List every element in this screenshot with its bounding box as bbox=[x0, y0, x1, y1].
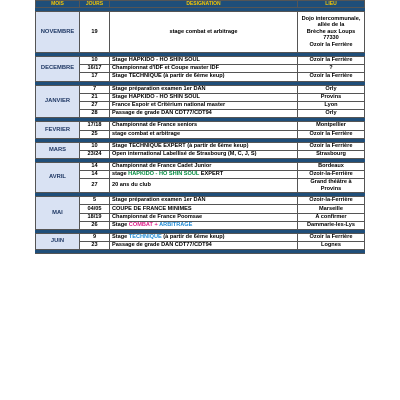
day-cell: 28 bbox=[80, 110, 110, 118]
table-row bbox=[36, 110, 365, 118]
table-row bbox=[36, 213, 365, 221]
day-cell: 26 bbox=[80, 221, 110, 229]
place-cell: Montpellier bbox=[298, 122, 365, 130]
place-cell: Orly bbox=[298, 110, 365, 118]
event-cell: Championnat d'IDF et Coupe master IDF bbox=[110, 65, 298, 73]
day-cell: 23/24 bbox=[80, 150, 110, 158]
table-row bbox=[36, 85, 365, 93]
event-cell: COUPE DE FRANCE MINIMES bbox=[110, 205, 298, 213]
place-cell: Orly bbox=[298, 85, 365, 93]
table-row bbox=[36, 179, 365, 193]
event-highlight: COMBAT bbox=[128, 221, 153, 228]
place-cell: Ozoir la Ferrière bbox=[298, 57, 365, 65]
day-cell: 27 bbox=[80, 179, 110, 193]
event-highlight: HAPKIDO - HO SHIN SOUL bbox=[128, 171, 200, 178]
place-cell: Bordeaux bbox=[298, 163, 365, 171]
event-highlight: ARBITRAGE bbox=[159, 221, 193, 228]
table-row bbox=[36, 130, 365, 138]
table-row bbox=[36, 242, 365, 250]
month-cell-janvier: JANVIER bbox=[36, 85, 80, 118]
event-cell: Stage préparation examen 1er DAN bbox=[110, 197, 298, 205]
event-cell bbox=[110, 234, 298, 242]
place-cell: Dammarie-les-Lys bbox=[298, 221, 365, 229]
day-cell: 14 bbox=[80, 163, 110, 171]
day-cell: 18/19 bbox=[80, 213, 110, 221]
event-cell: Open international Labellisé de Strasbourg (M, C, J, S) bbox=[110, 150, 298, 158]
place-cell bbox=[298, 12, 365, 53]
header-mois: MOIS bbox=[36, 1, 80, 8]
place-cell: Ozoir la Ferrière bbox=[298, 130, 365, 138]
event-cell: stage combat et arbitrage bbox=[110, 12, 298, 53]
place-line: Brèche aux Loups 77330 bbox=[306, 28, 356, 42]
day-cell: 21 bbox=[80, 93, 110, 101]
place-cell: Marseille bbox=[298, 205, 365, 213]
event-text: Stage bbox=[112, 221, 129, 228]
event-cell: Championnat de France Poomsae bbox=[110, 213, 298, 221]
table-row bbox=[36, 57, 365, 65]
day-cell: 10 bbox=[80, 142, 110, 150]
event-cell: Passage de grade DAN CDT77/CDT94 bbox=[110, 110, 298, 118]
table-row bbox=[36, 142, 365, 150]
place-cell bbox=[298, 179, 365, 193]
month-cell-fevrier: FEVRIER bbox=[36, 122, 80, 138]
place-cell: Ozoir la Ferrière bbox=[298, 234, 365, 242]
day-cell: 9 bbox=[80, 234, 110, 242]
day-cell: 25 bbox=[80, 130, 110, 138]
place-line: Ozoir la Ferrière bbox=[309, 41, 353, 48]
day-cell: 17 bbox=[80, 73, 110, 81]
table-row bbox=[36, 171, 365, 179]
table-row bbox=[36, 163, 365, 171]
place-cell: Ozoir-la-Ferrière bbox=[298, 171, 365, 179]
day-cell: 27 bbox=[80, 101, 110, 109]
table-row bbox=[36, 65, 365, 73]
day-cell: 14 bbox=[80, 171, 110, 179]
event-cell bbox=[110, 221, 298, 229]
table-footer-bar bbox=[36, 250, 365, 254]
table-row bbox=[36, 234, 365, 242]
place-cell: Ozoir la Ferrière bbox=[298, 73, 365, 81]
day-cell: 19 bbox=[80, 12, 110, 53]
event-cell: Championnat de France Cadet Junior bbox=[110, 163, 298, 171]
table-row bbox=[36, 73, 365, 81]
day-cell: 16/17 bbox=[80, 65, 110, 73]
schedule-table bbox=[35, 0, 365, 254]
table-row bbox=[36, 93, 365, 101]
event-text: (à partir de 6ème keup) bbox=[161, 234, 225, 241]
event-text: EXPERT bbox=[199, 171, 224, 178]
place-cell: A confirmer bbox=[298, 213, 365, 221]
table-row bbox=[36, 205, 365, 213]
month-cell-juin: JUIN bbox=[36, 234, 80, 250]
table-row bbox=[36, 122, 365, 130]
event-cell: Stage TECHNIQUE EXPERT (à partir de 6ème keup) bbox=[110, 142, 298, 150]
month-cell-decembre: DECEMBRE bbox=[36, 57, 80, 82]
day-cell: 17/18 bbox=[80, 122, 110, 130]
event-text: + bbox=[152, 221, 160, 228]
place-cell: Ozoir-la-Ferrière bbox=[298, 197, 365, 205]
event-cell bbox=[110, 171, 298, 179]
place-line: allée de la bbox=[317, 22, 345, 29]
month-cell-mai: MAI bbox=[36, 197, 80, 230]
place-line: Grand théâtre à bbox=[310, 179, 352, 186]
event-text: stage bbox=[112, 171, 129, 178]
day-cell: 7 bbox=[80, 85, 110, 93]
day-cell: 5 bbox=[80, 197, 110, 205]
place-cell: Provins bbox=[298, 93, 365, 101]
day-cell: 23 bbox=[80, 242, 110, 250]
event-cell: France Espoir et Critérium national master bbox=[110, 101, 298, 109]
place-cell: Lognes bbox=[298, 242, 365, 250]
header-lieu: LIEU bbox=[298, 1, 365, 8]
event-cell: Stage préparation examen 1er DAN bbox=[110, 85, 298, 93]
table-row bbox=[36, 150, 365, 158]
header-designation: DESIGNATION bbox=[110, 1, 298, 8]
month-cell-mars: MARS bbox=[36, 142, 80, 158]
table-row bbox=[36, 101, 365, 109]
month-cell-novembre: NOVEMBRE bbox=[36, 12, 80, 53]
place-cell: ? bbox=[298, 65, 365, 73]
place-cell: Ozoir la Ferrière bbox=[298, 142, 365, 150]
event-cell: 20 ans du club bbox=[110, 179, 298, 193]
day-cell: 04/05 bbox=[80, 205, 110, 213]
event-cell: Passage de grade DAN CDT77/CDT94 bbox=[110, 242, 298, 250]
event-cell: Championnat de France seniors bbox=[110, 122, 298, 130]
table-row bbox=[36, 12, 365, 53]
month-cell-avril: AVRIL bbox=[36, 163, 80, 193]
header-jours: JOURS bbox=[80, 1, 110, 8]
event-text: Stage bbox=[112, 234, 129, 241]
place-line: Provins bbox=[320, 185, 342, 192]
day-cell: 10 bbox=[80, 57, 110, 65]
table-row bbox=[36, 221, 365, 229]
header-row bbox=[36, 1, 365, 8]
place-line: Dojo intercommunale, bbox=[301, 15, 361, 22]
table-row bbox=[36, 197, 365, 205]
event-cell: Stage TECHNIQUE (à partir de 6ème keup) bbox=[110, 73, 298, 81]
place-cell: Lyon bbox=[298, 101, 365, 109]
event-cell: Stage HAPKIDO - HO SHIN SOUL bbox=[110, 57, 298, 65]
event-highlight: TECHNIQUE bbox=[128, 234, 162, 241]
place-cell: Strasbourg bbox=[298, 150, 365, 158]
event-cell: Stage HAPKIDO - HO SHIN SOUL bbox=[110, 93, 298, 101]
event-cell: stage combat et arbitrage bbox=[110, 130, 298, 138]
